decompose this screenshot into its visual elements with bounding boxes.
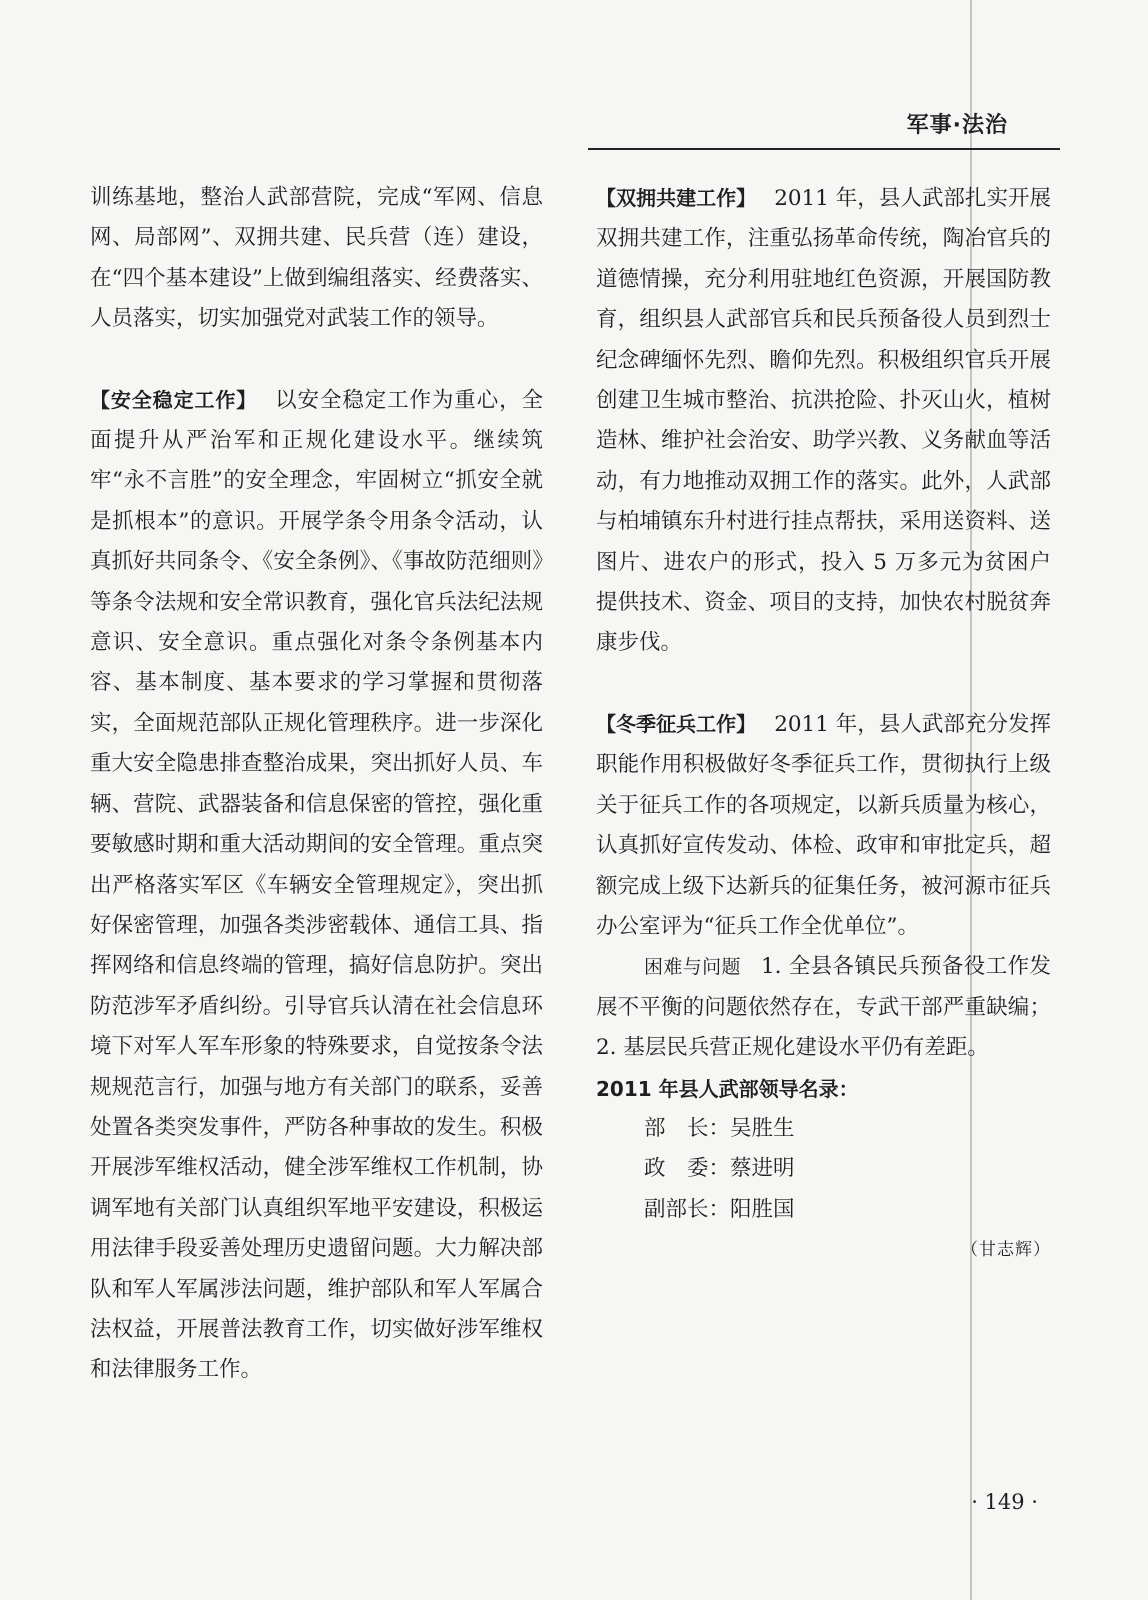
leader-role: 部 长： [644, 1115, 731, 1141]
difficulties-paragraph [596, 947, 1051, 1068]
leaders-title: 2011 年县人武部领导名录： [596, 1076, 859, 1101]
difficulties-label: 困难与问题 [644, 956, 741, 979]
leader-name: 吴胜生 [730, 1115, 795, 1141]
leader-row [596, 1109, 1051, 1149]
section-title: 军事·法治 [906, 113, 1008, 138]
left-column [90, 178, 543, 1391]
leader-name: 阳胜国 [730, 1196, 795, 1222]
leader-role: 副部长： [644, 1196, 731, 1222]
conscription-paragraph [596, 704, 1051, 947]
leader-name: 蔡进明 [730, 1156, 795, 1182]
spacer [596, 664, 1051, 704]
leader-row [596, 1149, 1051, 1189]
safety-heading: 【安全稳定工作】 [90, 387, 258, 412]
right-column [596, 178, 1051, 1271]
double-support-heading: 【双拥共建工作】 [596, 186, 757, 210]
conscription-heading: 【冬季征兵工作】 [596, 711, 757, 736]
difficulties-body: 1. 全县各镇民兵预备役工作发展不平衡的问题依然存在，专武干部严重缺编；2. 基层民兵营正规化建设水平仍有差距。 [596, 954, 1051, 1061]
conscription-body: 2011 年，县人武部充分发挥职能作用积极做好冬季征兵工作，贯彻执行上级关于征兵工作的各项规定，以新兵质量为核心，认真抓好宣传发动、体检、政审和审批定兵，超额完成上级下达新兵的征集任务，被河源市征兵办公室评为“征兵工作全优单位”。 [596, 711, 1051, 939]
header-rule [588, 148, 1060, 150]
author-credit: （甘志辉） [961, 1240, 1051, 1261]
spacer [90, 340, 543, 380]
continuation-paragraph: 训练基地，整治人武部营院，完成“军网、信息网、局部网”、双拥共建、民兵营（连）建设，在“四个基本建设”上做到编组落实、经费落实、人员落实，切实加强党对武装工作的领导。 [90, 185, 543, 332]
leader-row [596, 1190, 1051, 1230]
double-support-paragraph [596, 178, 1051, 664]
leader-role: 政 委： [644, 1156, 731, 1182]
double-support-body: 2011 年，县人武部扎实开展双拥共建工作，注重弘扬革命传统，陶冶官兵的道德情操，充分利用驻地红色资源，开展国防教育，组织县人武部官兵和民兵预备役人员到烈士纪念碑缅怀先烈、瞻仰先烈。积极组织官兵开展创建卫生城市整治、抗洪抢险、扑灭山火，植树造林、维护社会治安、助学兴教、义务献血等活动，有力地推动双拥工作的落实。此外，人武部与柏埔镇东升村进行挂点帮扶，采用送资料、送图片、进农户的形式，投入 5 万多元为贫困户提供技术、资金、项目的支持，加快农村脱贫奔康步伐。 [596, 186, 1051, 656]
safety-body: 以安全稳定工作为重心，全面提升从严治军和正规化建设水平。继续筑牢“永不言胜”的安全理念，牢固树立“抓安全就是抓根本”的意识。开展学条令用条令活动，认真抓好共同条令、《安全条例》、《事故防范细则》等条令法规和安全常识教育，强化官兵法纪法规意识、安全意识。重点强化对条令条例基本内容、基本制度、基本要求的学习掌握和贯彻落实，全面规范部队正规化管理秩序。进一步深化重大安全隐患排查整治成果，突出抓好人员、车辆、营院、武器装备和信息保密的管控，强化重要敏感时期和重大活动期间的安全管理。重点突出严格落实军区《车辆安全管理规定》，突出抓好保密管理，加强各类涉密载体、通信工具、指挥网络和信息终端的管理，搞好信息防护。突出防范涉军矛盾纠纷。引导官兵认清在社会信息环境下对军人军车形象的特殊要求，自觉按条令法规规范言行，加强与地方有关部门的联系，妥善处置各类突发事件，严防各种事故的发生。积极开展涉军维权活动，健全涉军维权工作机制，协调军地有关部门认真组织军地平安建设，积极运用法律手段妥善处理历史遗留问题。大力解决部队和军人军属涉法问题，维护部队和军人军属合法权益，开展普法教育工作，切实做好涉军维权和法律服务工作。 [90, 387, 543, 1383]
page-number: · 149 · [971, 1490, 1038, 1514]
safety-paragraph [90, 380, 543, 1391]
